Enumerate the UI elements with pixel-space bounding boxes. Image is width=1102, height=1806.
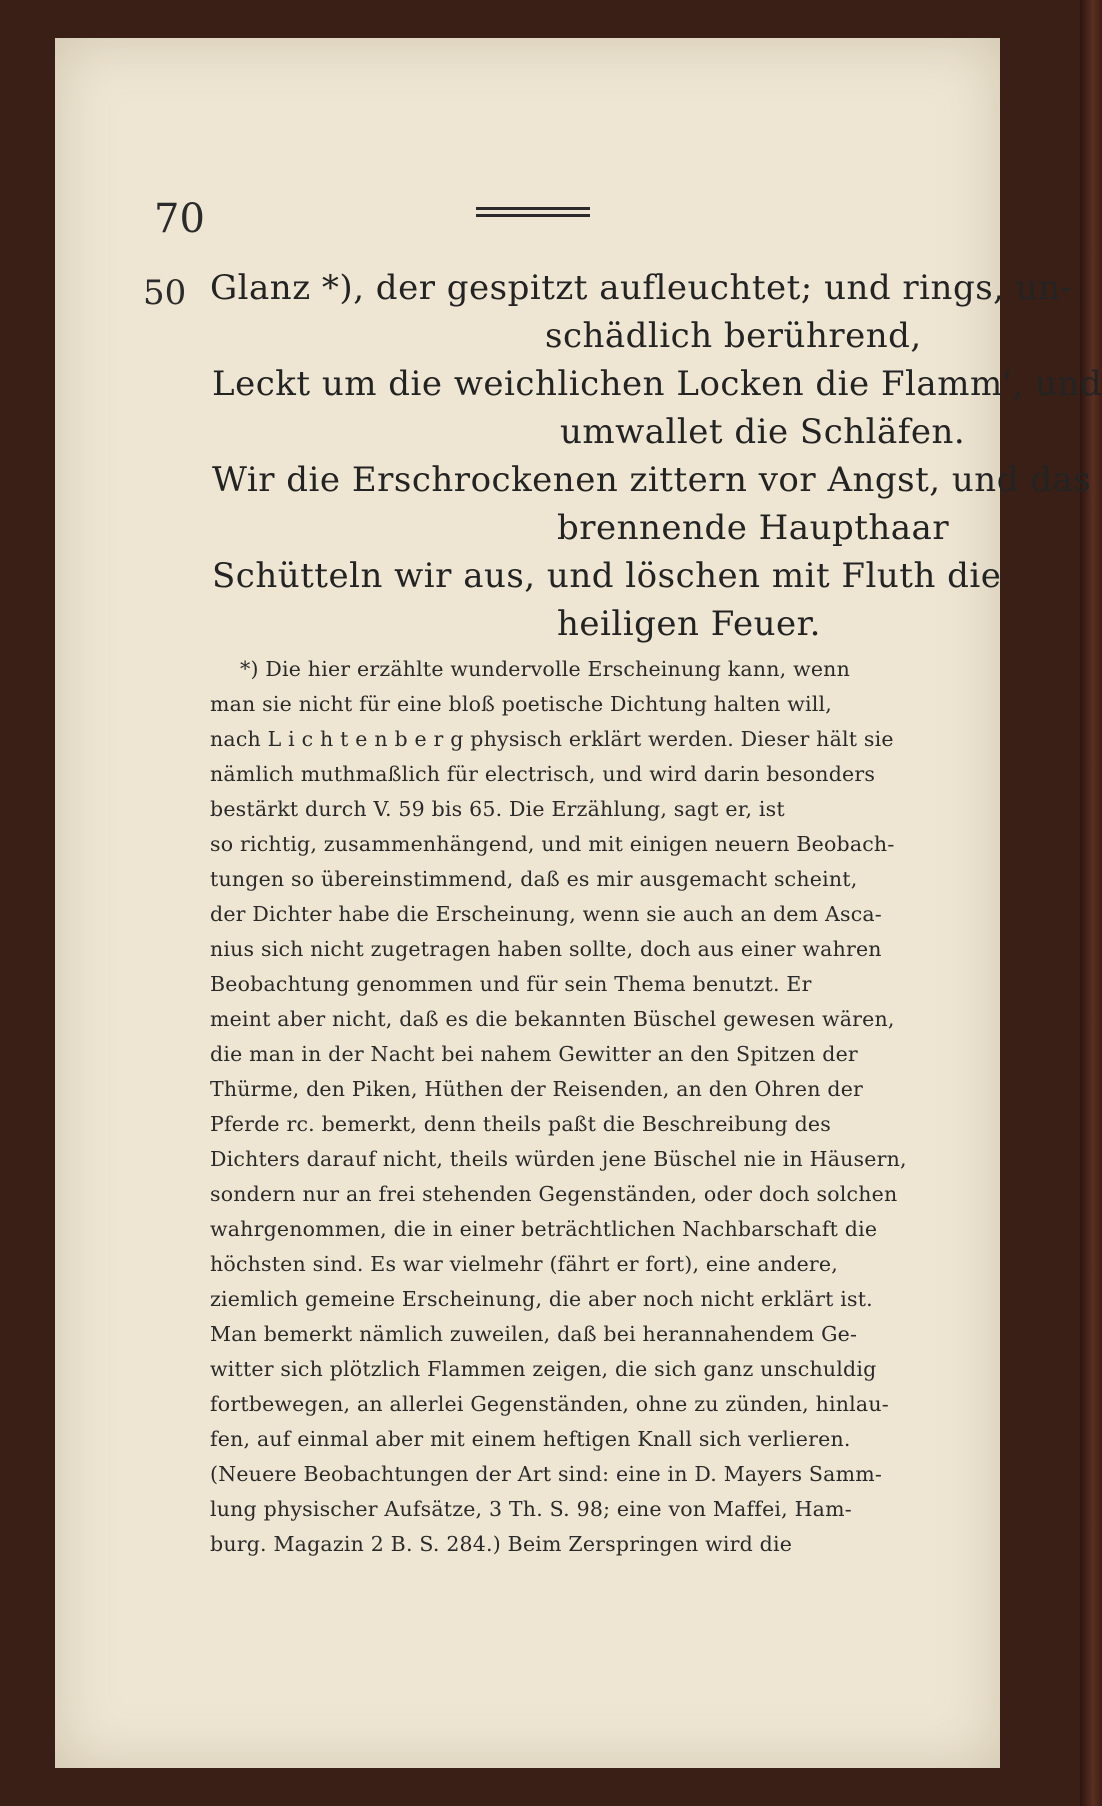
footnote-line: nämlich muthmaßlich für electrisch, und wird darin besonders: [210, 762, 876, 786]
verse-line: Leckt um die weichlichen Locken die Flamm', und: [212, 364, 1102, 404]
footnote-line: *) Die hier erzählte wundervolle Erscheinung kann, wenn: [240, 657, 850, 681]
verse-line: umwallet die Schläfen.: [560, 412, 966, 452]
verse-line: heiligen Feuer.: [557, 604, 821, 644]
footnote-line: wahrgenommen, die in einer beträchtlichen Nachbarschaft die: [210, 1217, 878, 1241]
book-spine-edge: [1080, 0, 1102, 1806]
header-rule: [476, 207, 590, 210]
footnote-line: so richtig, zusammenhängend, und mit einigen neuern Beobach-: [210, 832, 895, 856]
footnote-line: witter sich plötzlich Flammen zeigen, die sich ganz unschuldig: [210, 1357, 877, 1381]
footnote-line: burg. Magazin 2 B. S. 284.) Beim Zerspringen wird die: [210, 1532, 793, 1556]
page-number: 70: [154, 196, 205, 242]
verse-line: Schütteln wir aus, und löschen mit Fluth die: [212, 556, 1002, 596]
verse-line: schädlich berührend,: [545, 316, 922, 356]
footnote-line: (Neuere Beobachtungen der Art sind: eine in D. Mayers Samm-: [210, 1462, 882, 1486]
footnote-line: die man in der Nacht bei nahem Gewitter an den Spitzen der: [210, 1042, 858, 1066]
footnote-line: höchsten sind. Es war vielmehr (fährt er fort), eine andere,: [210, 1252, 838, 1276]
footnote-line: Beobachtung genommen und für sein Thema benutzt. Er: [210, 972, 812, 996]
footnote-line: fortbewegen, an allerlei Gegenständen, ohne zu zünden, hinlau-: [210, 1392, 889, 1416]
footnote-line: sondern nur an frei stehenden Gegenständen, oder doch solchen: [210, 1182, 898, 1206]
footnote-line: lung physischer Aufsätze, 3 Th. S. 98; eine von Maffei, Ham-: [210, 1497, 852, 1521]
footnote-line: tungen so übereinstimmend, daß es mir ausgemacht scheint,: [210, 867, 858, 891]
footnote-line: fen, auf einmal aber mit einem heftigen Knall sich verlieren.: [210, 1427, 851, 1451]
verse-line: Wir die Erschrockenen zittern vor Angst, und das: [212, 460, 1092, 500]
footnote-line: ziemlich gemeine Erscheinung, die aber noch nicht erklärt ist.: [210, 1287, 873, 1311]
footnote-line: Thürme, den Piken, Hüthen der Reisenden, an den Ohren der: [210, 1077, 864, 1101]
footnote-line: nach L i c h t e n b e r g physisch erklärt werden. Dieser hält sie: [210, 727, 894, 751]
verse-line: brennende Haupthaar: [557, 508, 950, 548]
footnote-line: meint aber nicht, daß es die bekannten Büschel gewesen wären,: [210, 1007, 895, 1031]
verse-line: Glanz *), der gespitzt aufleuchtet; und rings, un-: [210, 268, 1073, 308]
footnote-line: der Dichter habe die Erscheinung, wenn sie auch an dem Asca-: [210, 902, 882, 926]
footnote-line: bestärkt durch V. 59 bis 65. Die Erzählung, sagt er, ist: [210, 797, 785, 821]
footnote-line: man sie nicht für eine bloß poetische Dichtung halten will,: [210, 692, 832, 716]
footnote-line: Man bemerkt nämlich zuweilen, daß bei herannahendem Ge-: [210, 1322, 858, 1346]
footnote-line: Dichters darauf nicht, theils würden jene Büschel nie in Häusern,: [210, 1147, 907, 1171]
footnote-line: Pferde rc. bemerkt, denn theils paßt die Beschreibung des: [210, 1112, 831, 1136]
line-number: 50: [143, 273, 187, 313]
header-rule: [476, 214, 590, 217]
footnote-line: nius sich nicht zugetragen haben sollte, doch aus einer wahren: [210, 937, 882, 961]
